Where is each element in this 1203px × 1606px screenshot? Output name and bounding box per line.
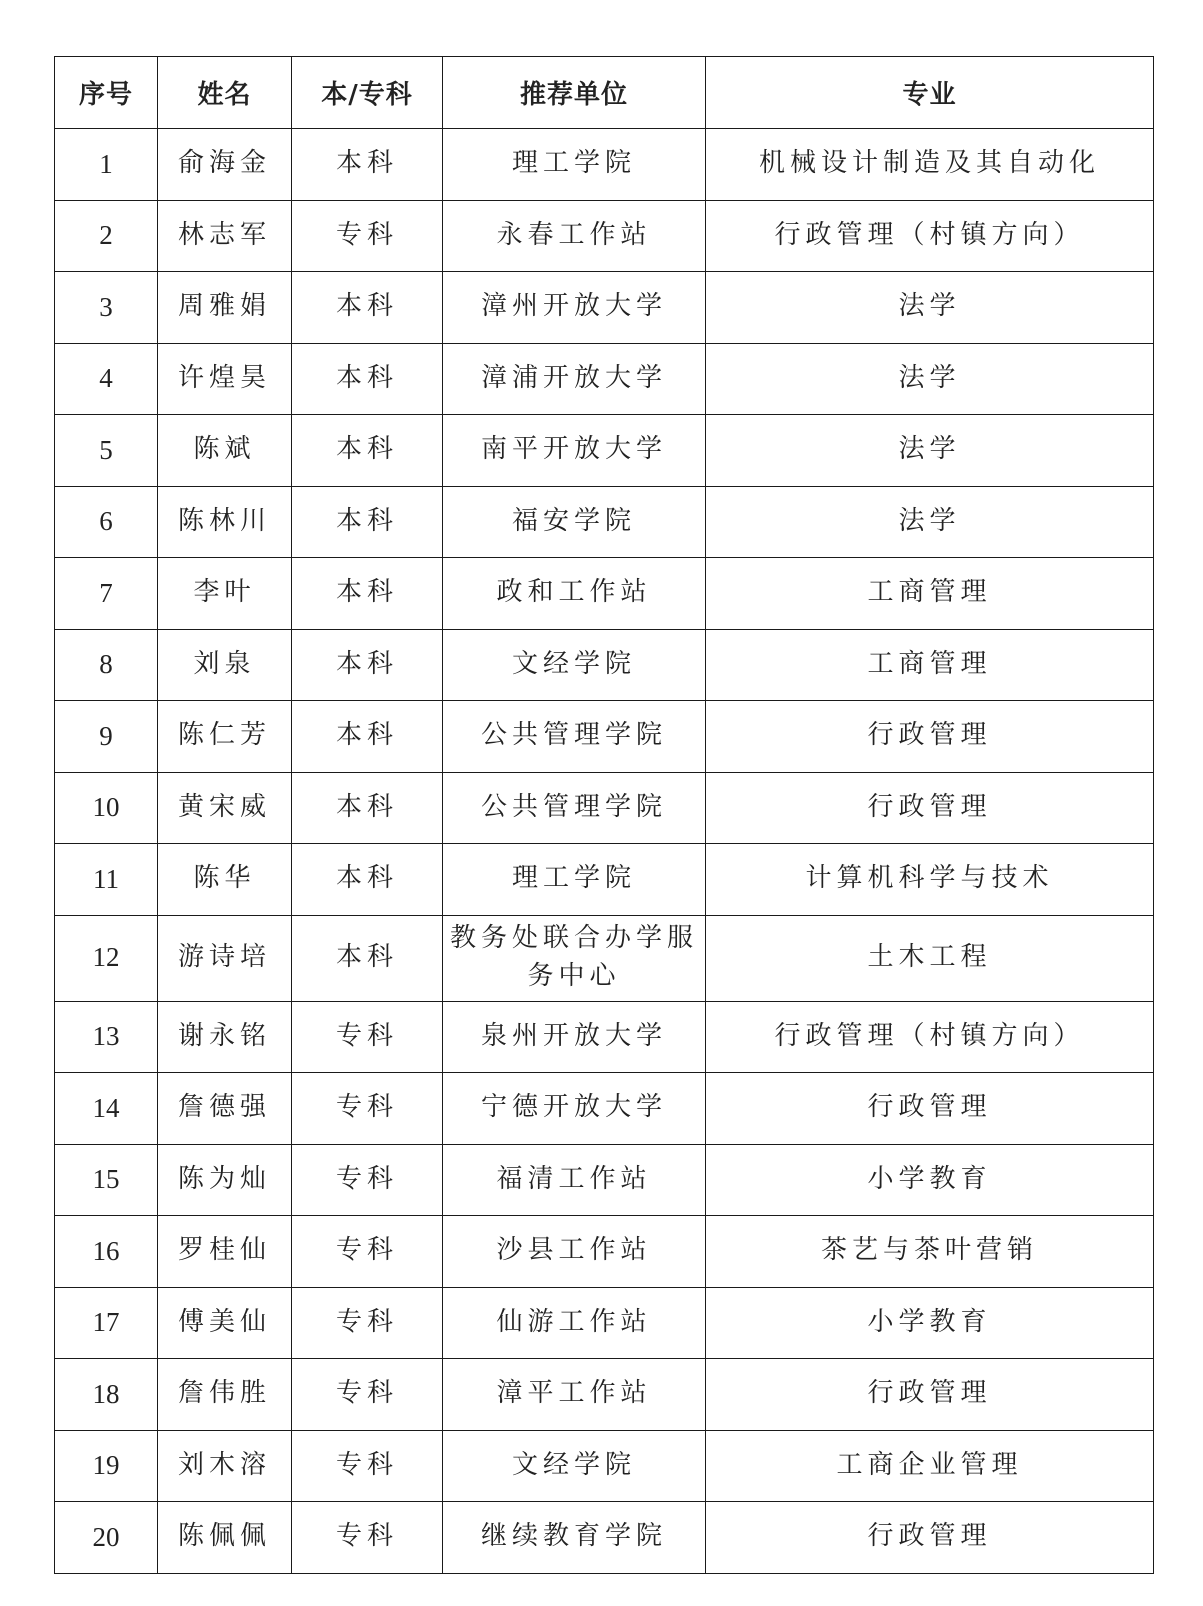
- table-row: [55, 915, 1154, 1001]
- cell-degree-level: 专科: [292, 1001, 443, 1073]
- cell-recommending-unit: 福清工作站: [443, 1144, 706, 1216]
- cell-major: 行政管理: [706, 772, 1154, 844]
- cell-recommending-unit: 继续教育学院: [443, 1502, 706, 1574]
- table-row: [55, 343, 1154, 415]
- cell-recommending-unit: 理工学院: [443, 129, 706, 201]
- cell-name: 陈斌: [158, 415, 292, 487]
- cell-serial-number: 6: [55, 486, 158, 558]
- cell-serial-number: 18: [55, 1359, 158, 1431]
- cell-name: 许煌昊: [158, 343, 292, 415]
- table-row: [55, 200, 1154, 272]
- cell-serial-number: 8: [55, 629, 158, 701]
- cell-degree-level: 专科: [292, 1287, 443, 1359]
- cell-name: 刘泉: [158, 629, 292, 701]
- cell-degree-level: 本科: [292, 272, 443, 344]
- table-row: [55, 1144, 1154, 1216]
- cell-serial-number: 12: [55, 915, 158, 1001]
- cell-name: 陈佩佩: [158, 1502, 292, 1574]
- cell-major: 小学教育: [706, 1287, 1154, 1359]
- cell-degree-level: 专科: [292, 1216, 443, 1288]
- cell-degree-level: 本科: [292, 129, 443, 201]
- table-row: [55, 486, 1154, 558]
- table-row: [55, 1502, 1154, 1574]
- cell-name: 黄宋威: [158, 772, 292, 844]
- roster-table: [54, 56, 1154, 1574]
- cell-recommending-unit: 漳州开放大学: [443, 272, 706, 344]
- cell-degree-level: 专科: [292, 1502, 443, 1574]
- cell-degree-level: 专科: [292, 1144, 443, 1216]
- table-row: [55, 1359, 1154, 1431]
- cell-major: 行政管理（村镇方向）: [706, 200, 1154, 272]
- table-row: [55, 1216, 1154, 1288]
- table-row: [55, 701, 1154, 773]
- cell-degree-level: 专科: [292, 1430, 443, 1502]
- cell-recommending-unit: 文经学院: [443, 629, 706, 701]
- cell-major: 小学教育: [706, 1144, 1154, 1216]
- cell-recommending-unit: 宁德开放大学: [443, 1073, 706, 1145]
- table-row: [55, 772, 1154, 844]
- table-row: [55, 415, 1154, 487]
- cell-recommending-unit: 公共管理学院: [443, 701, 706, 773]
- cell-degree-level: 本科: [292, 772, 443, 844]
- cell-serial-number: 15: [55, 1144, 158, 1216]
- cell-recommending-unit: 教务处联合办学服务中心: [443, 915, 706, 1001]
- table-row: [55, 1287, 1154, 1359]
- cell-name: 詹德强: [158, 1073, 292, 1145]
- table-row: [55, 1430, 1154, 1502]
- cell-recommending-unit: 文经学院: [443, 1430, 706, 1502]
- table-row: [55, 129, 1154, 201]
- cell-major: 茶艺与茶叶营销: [706, 1216, 1154, 1288]
- header-serial-number: 序号: [55, 57, 158, 129]
- cell-serial-number: 9: [55, 701, 158, 773]
- table-row: [55, 272, 1154, 344]
- cell-name: 傅美仙: [158, 1287, 292, 1359]
- cell-name: 游诗培: [158, 915, 292, 1001]
- cell-serial-number: 2: [55, 200, 158, 272]
- cell-recommending-unit: 仙游工作站: [443, 1287, 706, 1359]
- cell-recommending-unit: 泉州开放大学: [443, 1001, 706, 1073]
- table-body: [55, 129, 1154, 1574]
- cell-serial-number: 17: [55, 1287, 158, 1359]
- cell-name: 林志军: [158, 200, 292, 272]
- cell-serial-number: 5: [55, 415, 158, 487]
- cell-serial-number: 14: [55, 1073, 158, 1145]
- cell-degree-level: 本科: [292, 844, 443, 916]
- header-row: [55, 57, 1154, 129]
- header-name: 姓名: [158, 57, 292, 129]
- cell-name: 陈华: [158, 844, 292, 916]
- cell-major: 土木工程: [706, 915, 1154, 1001]
- cell-major: 计算机科学与技术: [706, 844, 1154, 916]
- cell-degree-level: 本科: [292, 558, 443, 630]
- cell-serial-number: 3: [55, 272, 158, 344]
- cell-recommending-unit: 沙县工作站: [443, 1216, 706, 1288]
- cell-recommending-unit: 南平开放大学: [443, 415, 706, 487]
- cell-major: 行政管理: [706, 1502, 1154, 1574]
- cell-major: 工商企业管理: [706, 1430, 1154, 1502]
- cell-major: 工商管理: [706, 558, 1154, 630]
- cell-name: 周雅娟: [158, 272, 292, 344]
- cell-recommending-unit: 政和工作站: [443, 558, 706, 630]
- cell-name: 俞海金: [158, 129, 292, 201]
- cell-major: 法学: [706, 486, 1154, 558]
- cell-degree-level: 本科: [292, 701, 443, 773]
- cell-name: 罗桂仙: [158, 1216, 292, 1288]
- cell-major: 行政管理: [706, 701, 1154, 773]
- table-row: [55, 558, 1154, 630]
- header-recommending-unit: 推荐单位: [443, 57, 706, 129]
- cell-major: 法学: [706, 343, 1154, 415]
- cell-degree-level: 本科: [292, 415, 443, 487]
- cell-serial-number: 11: [55, 844, 158, 916]
- cell-name: 陈为灿: [158, 1144, 292, 1216]
- cell-name: 李叶: [158, 558, 292, 630]
- cell-name: 刘木溶: [158, 1430, 292, 1502]
- table-row: [55, 1073, 1154, 1145]
- cell-name: 詹伟胜: [158, 1359, 292, 1431]
- cell-major: 行政管理（村镇方向）: [706, 1001, 1154, 1073]
- cell-serial-number: 20: [55, 1502, 158, 1574]
- cell-major: 法学: [706, 415, 1154, 487]
- cell-degree-level: 本科: [292, 915, 443, 1001]
- cell-serial-number: 10: [55, 772, 158, 844]
- cell-major: 行政管理: [706, 1359, 1154, 1431]
- cell-recommending-unit: 理工学院: [443, 844, 706, 916]
- cell-serial-number: 16: [55, 1216, 158, 1288]
- cell-degree-level: 专科: [292, 200, 443, 272]
- cell-major: 行政管理: [706, 1073, 1154, 1145]
- cell-name: 谢永铭: [158, 1001, 292, 1073]
- cell-serial-number: 19: [55, 1430, 158, 1502]
- cell-major: 工商管理: [706, 629, 1154, 701]
- cell-degree-level: 本科: [292, 343, 443, 415]
- cell-major: 法学: [706, 272, 1154, 344]
- cell-name: 陈林川: [158, 486, 292, 558]
- cell-name: 陈仁芳: [158, 701, 292, 773]
- cell-degree-level: 本科: [292, 486, 443, 558]
- cell-major: 机械设计制造及其自动化: [706, 129, 1154, 201]
- cell-recommending-unit: 漳浦开放大学: [443, 343, 706, 415]
- cell-serial-number: 13: [55, 1001, 158, 1073]
- cell-degree-level: 专科: [292, 1073, 443, 1145]
- cell-serial-number: 1: [55, 129, 158, 201]
- cell-recommending-unit: 公共管理学院: [443, 772, 706, 844]
- cell-serial-number: 7: [55, 558, 158, 630]
- table-row: [55, 1001, 1154, 1073]
- cell-recommending-unit: 漳平工作站: [443, 1359, 706, 1431]
- header-degree-level: 本/专科: [292, 57, 443, 129]
- cell-recommending-unit: 福安学院: [443, 486, 706, 558]
- cell-degree-level: 本科: [292, 629, 443, 701]
- table-row: [55, 844, 1154, 916]
- table-row: [55, 629, 1154, 701]
- cell-degree-level: 专科: [292, 1359, 443, 1431]
- cell-serial-number: 4: [55, 343, 158, 415]
- header-major: 专业: [706, 57, 1154, 129]
- cell-recommending-unit: 永春工作站: [443, 200, 706, 272]
